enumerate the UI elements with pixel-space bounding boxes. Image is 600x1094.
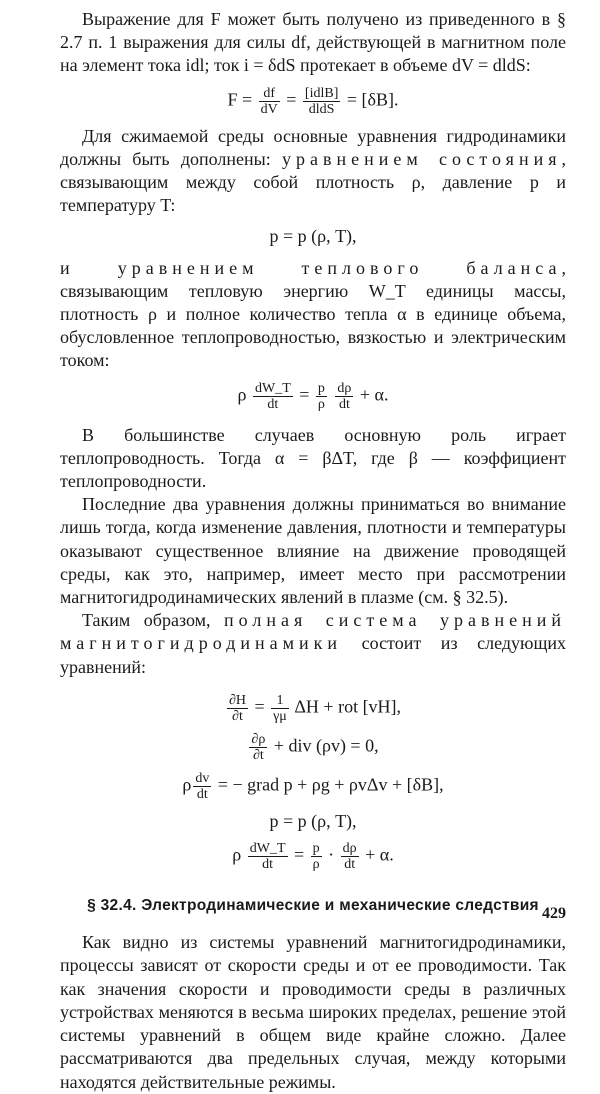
- numerator: [idlB]: [304, 85, 339, 101]
- paragraph-consequences: Как видно из системы уравнений магнитогидродинамики, процессы зависят от скорости среды и от ее проводимости. Так как значения скорости и проводимости среды в различных устройствах меняются в весьма широких пределах, решение этой системы уравнений в общем виде крайне сложно. Далее рассматриваются два предельных случая, между которыми находятся действительные режимы.: [60, 932, 566, 1092]
- numerator: dW_T: [249, 841, 286, 857]
- equation-heat-balance: [60, 381, 566, 412]
- spaced-term: полная система уравнений магнитогидродинамики: [60, 610, 566, 654]
- equation-motion: [60, 771, 566, 802]
- fraction: [193, 771, 211, 802]
- eq-part: ρ: [232, 844, 242, 865]
- denominator: ρ: [317, 396, 325, 412]
- paragraph-state-equation: [60, 125, 566, 218]
- paragraph-force-derivation: Выражение для F может быть получено из приведенного в § 2.7 п. 1 выражения для силы df, действующей в магнитном поле на элемент тока idl; ток i = δdS протекает в объеме dV = dldS:: [60, 9, 566, 76]
- fraction: [311, 841, 322, 872]
- eq-part: ρ: [237, 384, 247, 405]
- fraction: [249, 732, 267, 763]
- eq-part: ΔH + rot [vH],: [294, 696, 402, 717]
- denominator: dV: [260, 101, 278, 117]
- denominator: dt: [267, 396, 279, 412]
- eq-part: = − grad p + ρg + ρvΔv + [δB],: [217, 774, 444, 795]
- spaced-term: и уравнением теплового баланса: [60, 257, 562, 278]
- eq-lhs: F =: [227, 89, 253, 110]
- fraction: [316, 381, 327, 412]
- fraction: [303, 86, 340, 117]
- numerator: p: [317, 380, 325, 396]
- numerator: ∂H: [228, 692, 246, 708]
- denominator: dldS: [308, 101, 335, 117]
- eq-part: + α.: [365, 844, 394, 865]
- text: состоит из следующих уравнений:: [60, 633, 566, 677]
- equation-heat-2: [60, 841, 566, 872]
- text: Таким образом,: [82, 610, 224, 631]
- eq-part: ρ: [182, 774, 192, 795]
- paragraph-heat-balance: [60, 257, 566, 373]
- eq-sign: =: [254, 696, 265, 717]
- text: , связывающим тепловую энергию W_T единицы массы, плотность ρ и полное количество тепла α в единице объема, обусловленное теплопроводностью, вязкостью и электрическим током:: [60, 257, 566, 371]
- eq-part: + α.: [359, 384, 389, 405]
- eq-part: + div (ρv) = 0,: [273, 735, 379, 756]
- numerator: df: [259, 86, 280, 102]
- denominator: dt: [344, 857, 356, 873]
- eq-sign: =: [286, 89, 297, 110]
- eq-sign: =: [294, 844, 305, 865]
- denominator: γμ: [273, 708, 287, 724]
- denominator: ρ: [312, 857, 320, 873]
- book-page: [60, 8, 566, 1094]
- eq-part: ·: [328, 844, 335, 865]
- page-number: 429: [542, 905, 566, 922]
- paragraph-conditions: Последние два уравнения должны приниматься во внимание лишь тогда, когда изменение давления, плотности и температуры оказывают существенное влияние на движение проводящей среды, как это, например, имеет место при рассмотрении магнитогидродинамических явлений в плазме (см. § 32.5).: [60, 494, 566, 608]
- text: , связывающим между собой плотность ρ, давление p и температуру T:: [60, 148, 567, 216]
- equation-continuity: [60, 732, 566, 763]
- eq-sign: =: [299, 384, 310, 405]
- denominator: dt: [338, 396, 350, 412]
- equation-induction: [60, 693, 566, 724]
- fraction: [271, 693, 289, 724]
- numerator: p: [312, 841, 320, 857]
- numerator: dv: [195, 770, 210, 786]
- numerator: dρ: [337, 380, 352, 396]
- fraction: [259, 86, 280, 117]
- numerator: dW_T: [254, 380, 291, 396]
- denominator: ∂t: [232, 708, 243, 724]
- numerator: 1: [271, 693, 289, 709]
- fraction: [248, 841, 288, 872]
- fraction: [335, 381, 353, 412]
- denominator: dt: [196, 786, 208, 802]
- equation-state-2: p = p (ρ, T),: [269, 810, 357, 831]
- denominator: dt: [262, 857, 274, 873]
- eq-rhs: = [δB].: [346, 89, 399, 110]
- fraction: [227, 693, 248, 724]
- equation-state: p = p (ρ, T),: [269, 226, 357, 247]
- paragraph-system-intro: [60, 609, 566, 679]
- text: Для сжимаемой среды основные уравнения гидродинамики должны быть дополнены:: [60, 125, 566, 169]
- numerator: ∂ρ: [251, 731, 266, 747]
- fraction: [253, 381, 293, 412]
- paragraph-conductivity: В большинстве случаев основную роль играет теплопроводность. Тогда α = βΔT, где β — коэффициент теплопроводности.: [60, 424, 566, 492]
- equation-force-density: [60, 86, 566, 117]
- spaced-term: уравнением состояния: [281, 148, 562, 169]
- fraction: [341, 841, 359, 872]
- numerator: dρ: [342, 841, 357, 857]
- denominator: ∂t: [252, 747, 264, 763]
- section-heading: § 32.4. Электродинамические и механические следствия: [87, 897, 539, 915]
